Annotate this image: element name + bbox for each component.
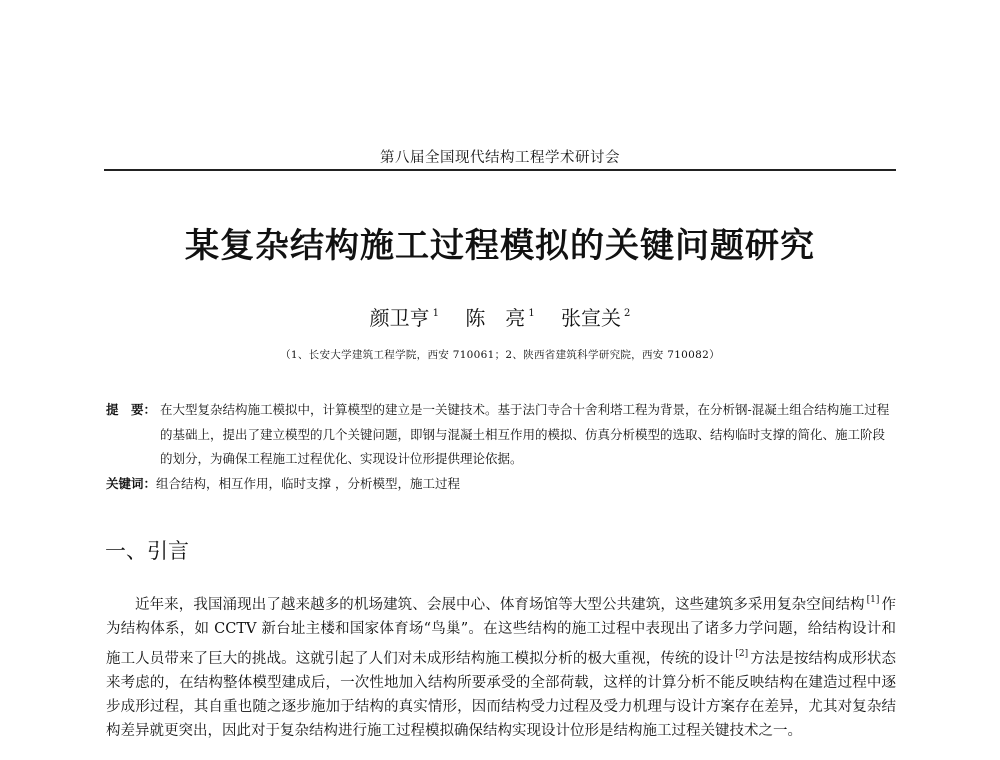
- paragraph-text: 近年来，我国涌现出了越来越多的机场建筑、会展中心、体育场馆等大型公共建筑，这些建筑多采用复杂空间结构: [135, 597, 865, 613]
- author: [465, 306, 534, 330]
- author-affiliation-mark: 1: [432, 308, 439, 319]
- running-header: 第八届全国现代结构工程学术研讨会: [380, 150, 620, 166]
- author: [561, 306, 630, 330]
- affiliation: （1、长安大学建筑工程学院，西安 710061；2、陕西省建筑科学研究院，西安 710082）: [280, 349, 720, 361]
- author: [370, 306, 439, 330]
- author-name: 颜卫亨: [369, 306, 430, 330]
- paper-title: 某复杂结构施工过程模拟的关键问题研究: [185, 226, 815, 266]
- author-list: [0, 302, 1000, 331]
- author-name: 陈 亮: [465, 306, 526, 330]
- keywords-label: 关键词：: [106, 476, 157, 491]
- paragraph-text: 作为结构体系，如 CCTV 新台址主楼和国家体育场“鸟巢”。在这些结构的施工过程中表现出了诸多力学问题，给结构设计和施工人员带来了巨大的挑战。这就引起了人们对未成形结构施工模拟分析的极大重视，传统的设计: [106, 597, 896, 667]
- abstract: [106, 398, 896, 472]
- keywords-text: 组合结构，相互作用，临时支撑 ，分析模型，施工过程: [156, 476, 460, 491]
- section-heading: 一、引言: [105, 539, 189, 563]
- author-name: 张宣关: [561, 306, 622, 330]
- author-affiliation-mark: 2: [624, 308, 631, 319]
- header-rule: [104, 169, 896, 171]
- abstract-label: 提 要：: [106, 402, 157, 417]
- citation-ref: [2]: [735, 648, 749, 659]
- paragraph: [106, 588, 896, 744]
- citation-ref: [1]: [866, 595, 880, 605]
- keywords: [106, 472, 896, 496]
- introduction-body: [106, 588, 896, 744]
- author-affiliation-mark: 1: [528, 308, 535, 319]
- paragraph-text: 方法是按结构成形状态来考虑的，在结构整体模型建成后，一次性地加入结构所要承受的全部荷载，这样的计算分析不能反映结构在建造过程中逐步成形过程，其自重也随之逐步施加于结构的真实情形，因而结构受力过程及受力机理与设计方案存在差异，尤其对复杂结构差异就更突出，因此对于复杂结构进行施工过程模拟确保结构实现设计位形是结构施工过程关键技术之一。: [106, 650, 897, 740]
- abstract-text: 在大型复杂结构施工模拟中，计算模型的建立是一关键技术。基于法门寺合十舍利塔工程为背景，在分析钢-混凝土组合结构施工过程的基础上，提出了建立模型的几个关键问题，即钢与混凝土相互作用的模拟、仿真分析模型的选取、结构临时支撑的简化、施工阶段的划分，为确保工程施工过程优化、实现设计位形提供理论依据。: [160, 402, 890, 466]
